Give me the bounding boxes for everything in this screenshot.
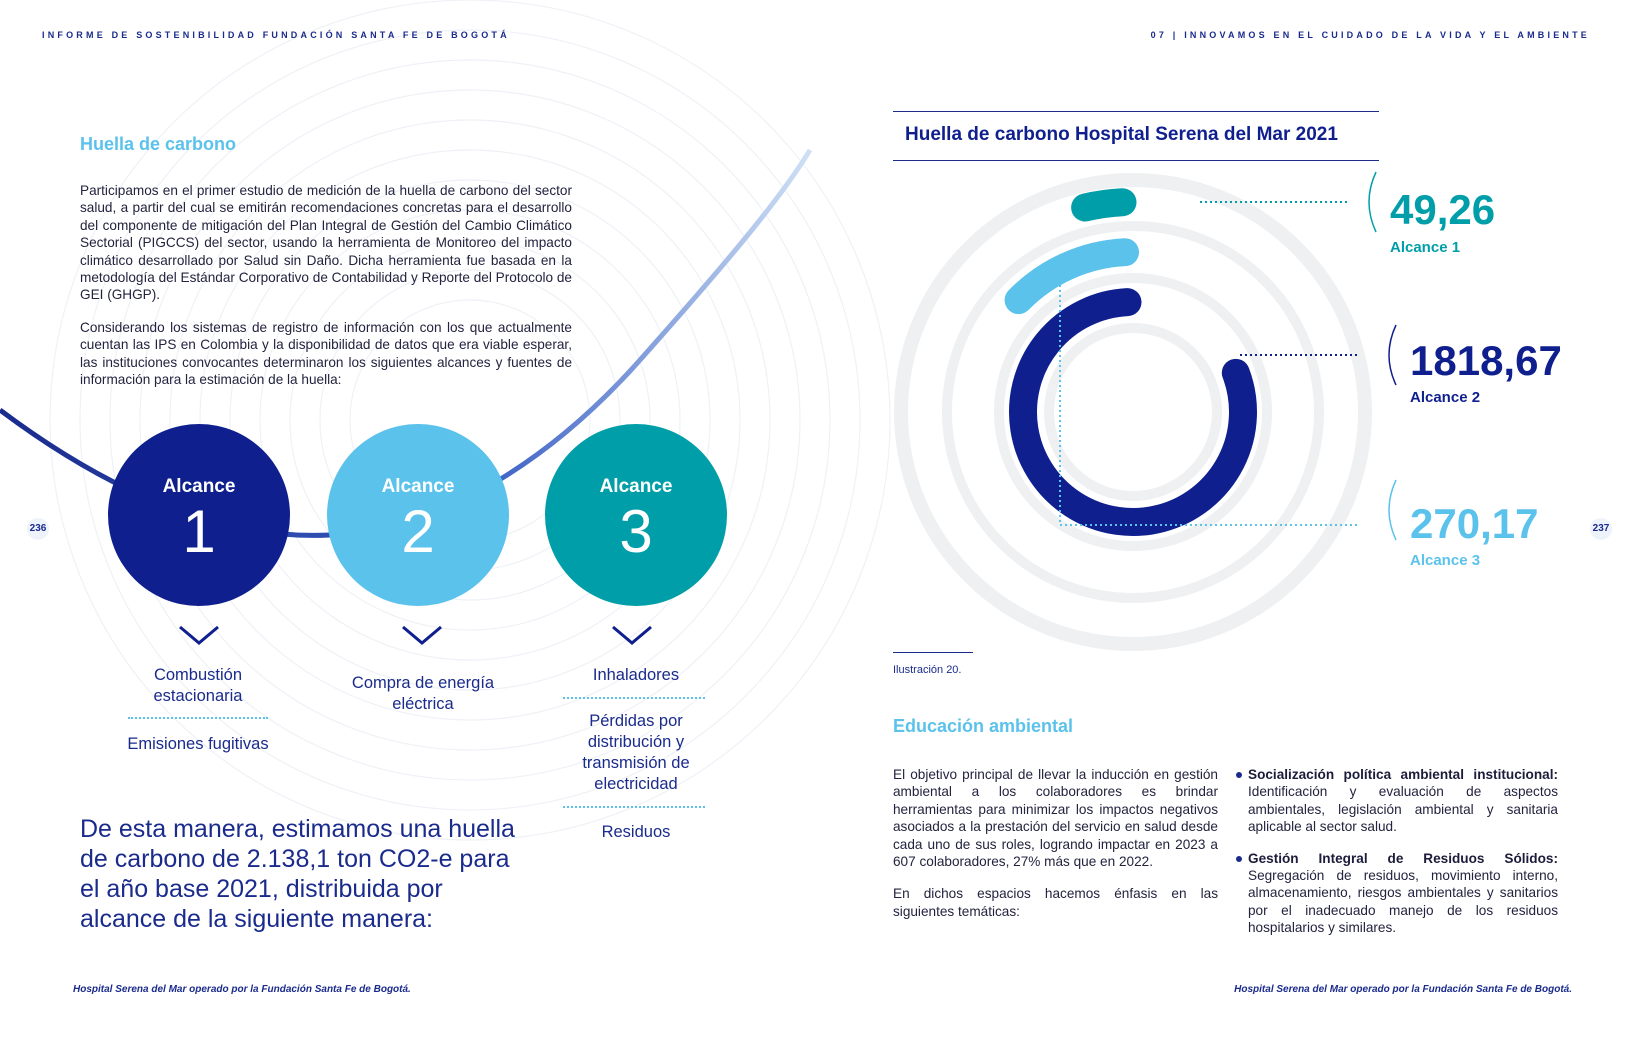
label-alcance-3: Alcance 3 (1410, 552, 1481, 569)
education-paragraph-2: En dichos espacios hacemos énfasis en las siguientes temáticas: (893, 886, 1218, 919)
chart-title-box (893, 111, 1379, 161)
value-alcance-3: 270,17 (1410, 500, 1539, 547)
section-title-educacion: Educación ambiental (893, 716, 1074, 736)
chart-arc-alcance-1 (1085, 202, 1122, 207)
chevron-down-icon (401, 624, 443, 646)
scope-3-label: Alcance (599, 476, 673, 497)
scope-3-number: 3 (619, 498, 653, 565)
divider (563, 806, 705, 808)
list-item: Socialización política ambiental institucional: Identificación y evaluación de aspectos ambientales, legislación ambiental y sanitaria aplicable al sector salud. (1236, 766, 1558, 836)
scope-1-item-2: Emisiones fugitivas (127, 735, 269, 753)
value-alcance-1: 49,26 (1390, 186, 1496, 233)
scope-circle-3 (545, 424, 727, 606)
topics-list (1236, 766, 1558, 951)
intro-paragraph-1: Participamos en el primer estudio de medición de la huella de carbono del sector salud, a partir del cual se emitirán recomendaciones concretas para el desarrollo del componente de mitigación del Plan Integral de Gestión del Cambio Climático Sectorial (PIGCCS) del sector, usando la herramienta de Monitoreo del impacto climático desarrollado por Salud sin Daño. Dicha herramienta fue basada en la metodología del Estándar Corporativo de Contabilidad y Reporte del Protocolo de GEI (GHGP). (80, 183, 572, 303)
scope-circle-1 (108, 424, 290, 606)
label-bracket (1369, 172, 1376, 232)
scope-1-item-1: Combustión estacionaria (153, 666, 243, 705)
value-alcance-2: 1818,67 (1410, 337, 1562, 384)
section-title-huella: Huella de carbono (80, 134, 237, 154)
summary-statement: De esta manera, estimamos una huella de carbono de 2.138,1 ton CO2-e para el año base 2021, distribuida por alcance de la siguiente manera: (80, 815, 515, 933)
radial-bar-chart (880, 170, 1632, 670)
chart-title: Huella de carbono Hospital Serena del Mar 2021 (905, 124, 1338, 145)
chart-track (999, 278, 1267, 546)
label-bracket (1389, 480, 1396, 540)
running-header-left: INFORME DE SOSTENIBILIDAD FUNDACIÓN SANTA FE DE BOGOTÁ (42, 30, 510, 40)
intro-paragraph-2: Considerando los sistemas de registro de información con los que actualmente cuentan las IPS en Colombia y la disponibilidad de datos que era viable esperar, las instituciones convocantes determinaron los siguientes alcances y fuentes de información para la estimación de la huella: (80, 319, 572, 388)
scope-2-number: 2 (401, 498, 435, 565)
label-bracket (1389, 325, 1396, 385)
label-alcance-2: Alcance 2 (1410, 389, 1481, 406)
page-number-left: 236 (27, 518, 49, 540)
page-number-right: 237 (1590, 518, 1612, 540)
chevron-down-icon (178, 624, 220, 646)
caption-rule (893, 652, 973, 653)
chart-arc-alcance-2 (1023, 302, 1243, 522)
scope-2-item-1: Compra de energía eléctrica (351, 674, 495, 713)
scope-2-label: Alcance (381, 476, 455, 497)
divider (128, 717, 268, 719)
label-alcance-1: Alcance 1 (1390, 239, 1461, 256)
list-item: Gestión Integral de Residuos Sólidos: Segregación de residuos, movimiento interno, almacenamiento, riesgos ambientales y sanitarios por el inadecuado manejo de los residuos hospitalarios y similares. (1236, 850, 1558, 937)
footer-left: Hospital Serena del Mar operado por la Fundación Santa Fe de Bogotá. (73, 984, 411, 995)
intro-text (80, 182, 572, 403)
scope-3-item-3: Residuos (601, 823, 671, 841)
running-header-right: 07 | INNOVAMOS EN EL CUIDADO DE LA VIDA Y EL AMBIENTE (1150, 30, 1590, 40)
chart-track (1049, 328, 1217, 496)
scope-1-number: 1 (182, 498, 216, 565)
scope-1-label: Alcance (162, 476, 236, 497)
education-paragraph-1: El objetivo principal de llevar la inducción en gestión ambiental a los colaboradores es brindar herramientas para minimizar los impactos negativos asociados a la prestación del servicio en salud desde cada uno de sus roles, logrando impactar en 2023 a 607 colaboradores, 27% más que en 2022. (893, 767, 1218, 870)
footer-right: Hospital Serena del Mar operado por la Fundación Santa Fe de Bogotá. (1234, 984, 1572, 995)
scope-circle-2 (327, 424, 509, 606)
chevron-down-icon (611, 624, 653, 646)
scope-3-item-2: Pérdidas por distribución y transmisión de electricidad (582, 712, 690, 793)
figure-caption: Ilustración 20. (893, 664, 962, 676)
scope-3-item-1: Inhaladores (592, 666, 680, 684)
divider (563, 697, 705, 699)
education-text (893, 766, 1218, 935)
